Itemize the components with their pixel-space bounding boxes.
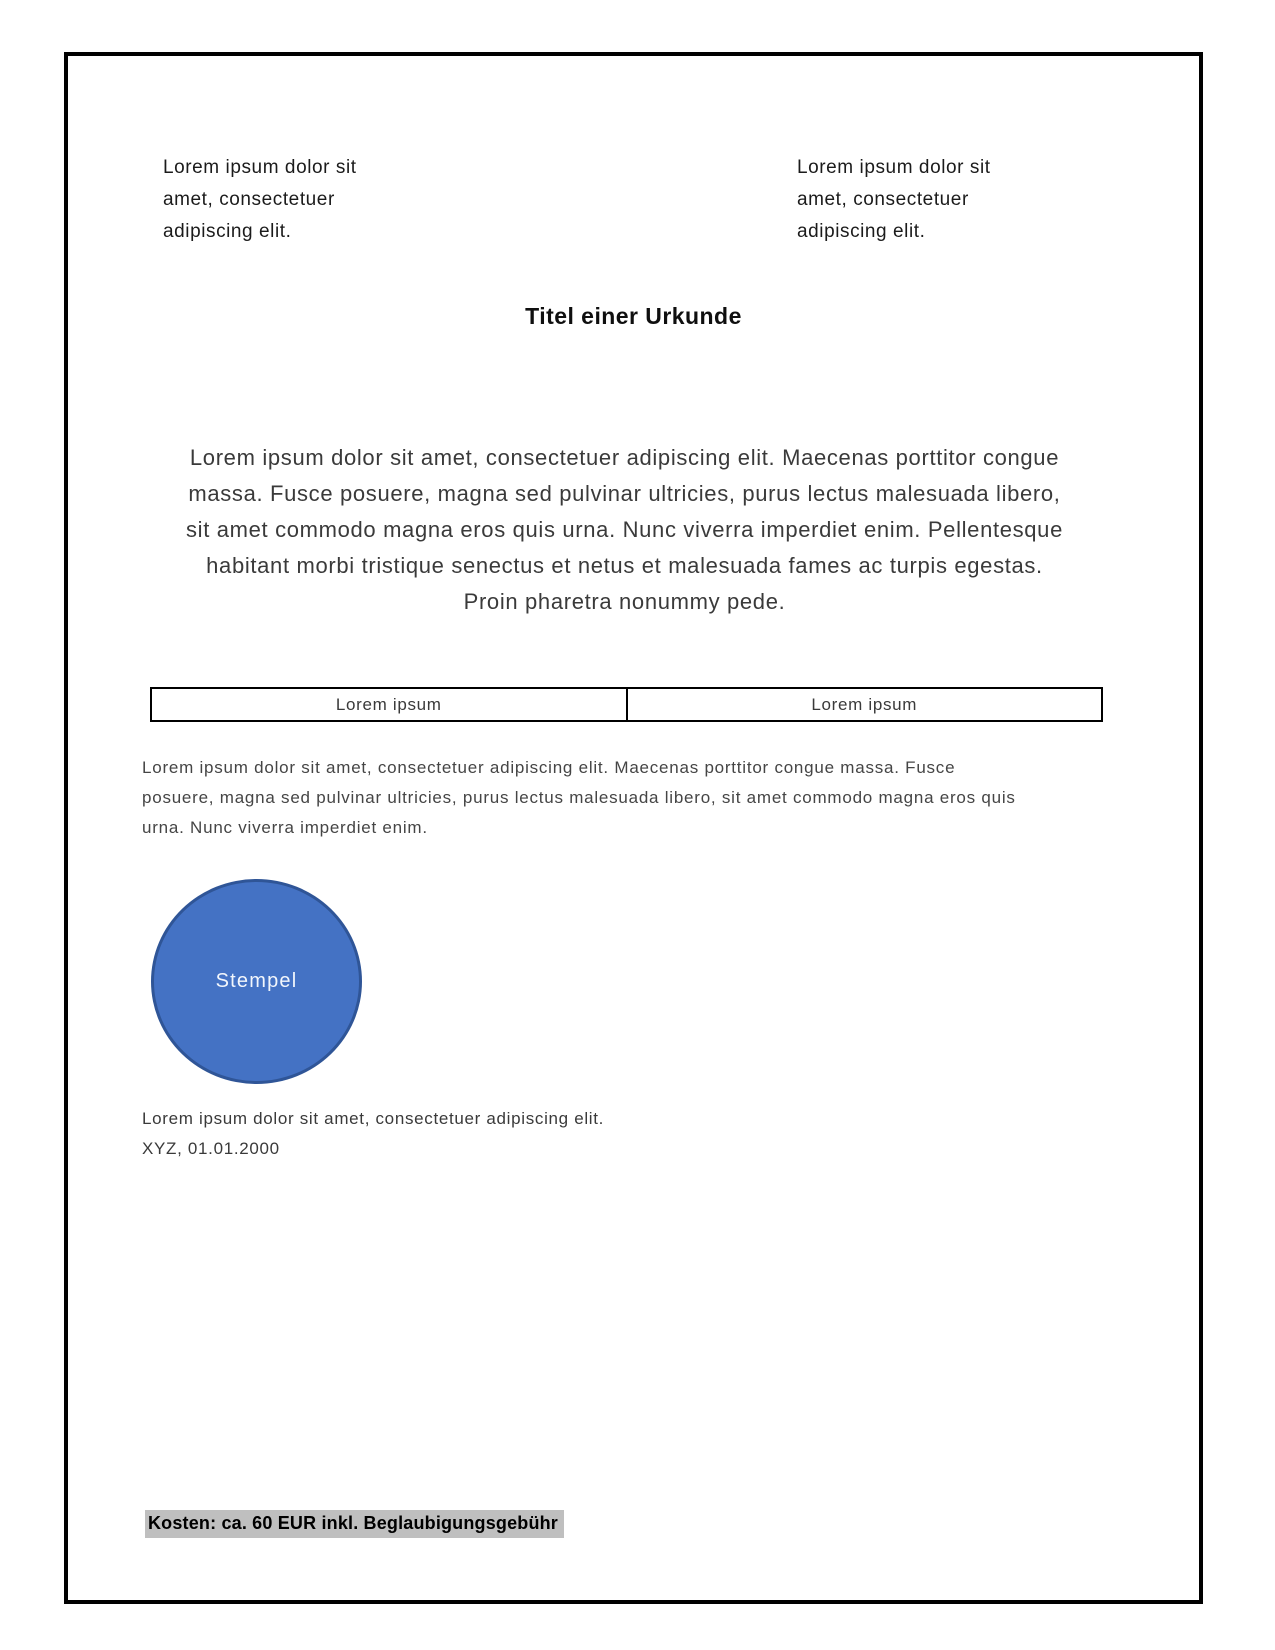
place-date-line: XYZ, 01.01.2000 bbox=[142, 1139, 280, 1158]
header-note-left bbox=[163, 152, 357, 248]
header-table bbox=[150, 687, 1103, 722]
stamp-circle bbox=[151, 879, 362, 1084]
stamp-label: Stempel bbox=[215, 970, 298, 992]
note-line: adipiscing elit. bbox=[163, 221, 292, 242]
note-line: amet, consectetuer bbox=[163, 189, 335, 210]
note-line: amet, consectetuer bbox=[797, 189, 969, 210]
cost-highlight-note: Kosten: ca. 60 EUR inkl. Beglaubigungsgebühr bbox=[145, 1510, 564, 1538]
closing-line: Lorem ipsum dolor sit amet, consectetuer adipiscing elit. bbox=[142, 1109, 605, 1128]
header-note-right bbox=[797, 152, 991, 248]
note-line: adipiscing elit. bbox=[797, 221, 926, 242]
document-title: Titel einer Urkunde bbox=[525, 303, 742, 329]
details-paragraph: Lorem ipsum dolor sit amet, consectetuer adipiscing elit. Maecenas porttitor congue massa. Fusce posuere, magna sed pulvinar ultricies, purus lectus malesuada libero, sit amet commodo magna eros quis urna. Nunc viverra imperdiet enim. bbox=[142, 758, 1016, 837]
table-header-cell: Lorem ipsum bbox=[811, 694, 918, 714]
closing-block bbox=[142, 1104, 604, 1164]
note-line: Lorem ipsum dolor sit bbox=[163, 157, 357, 178]
table-header-cell: Lorem ipsum bbox=[152, 689, 628, 720]
note-line: Lorem ipsum dolor sit bbox=[797, 157, 991, 178]
intro-paragraph: Lorem ipsum dolor sit amet, consectetuer adipiscing elit. Maecenas porttitor congue massa. Fusce posuere, magna sed pulvinar ultricies, purus lectus malesuada libero, sit amet commodo magna eros quis urna. Nunc viverra imperdiet enim. Pellentesque habitant morbi tristique senectus et netus et malesuada fames ac turpis egestas. Proin pharetra nonummy pede. bbox=[186, 445, 1063, 614]
